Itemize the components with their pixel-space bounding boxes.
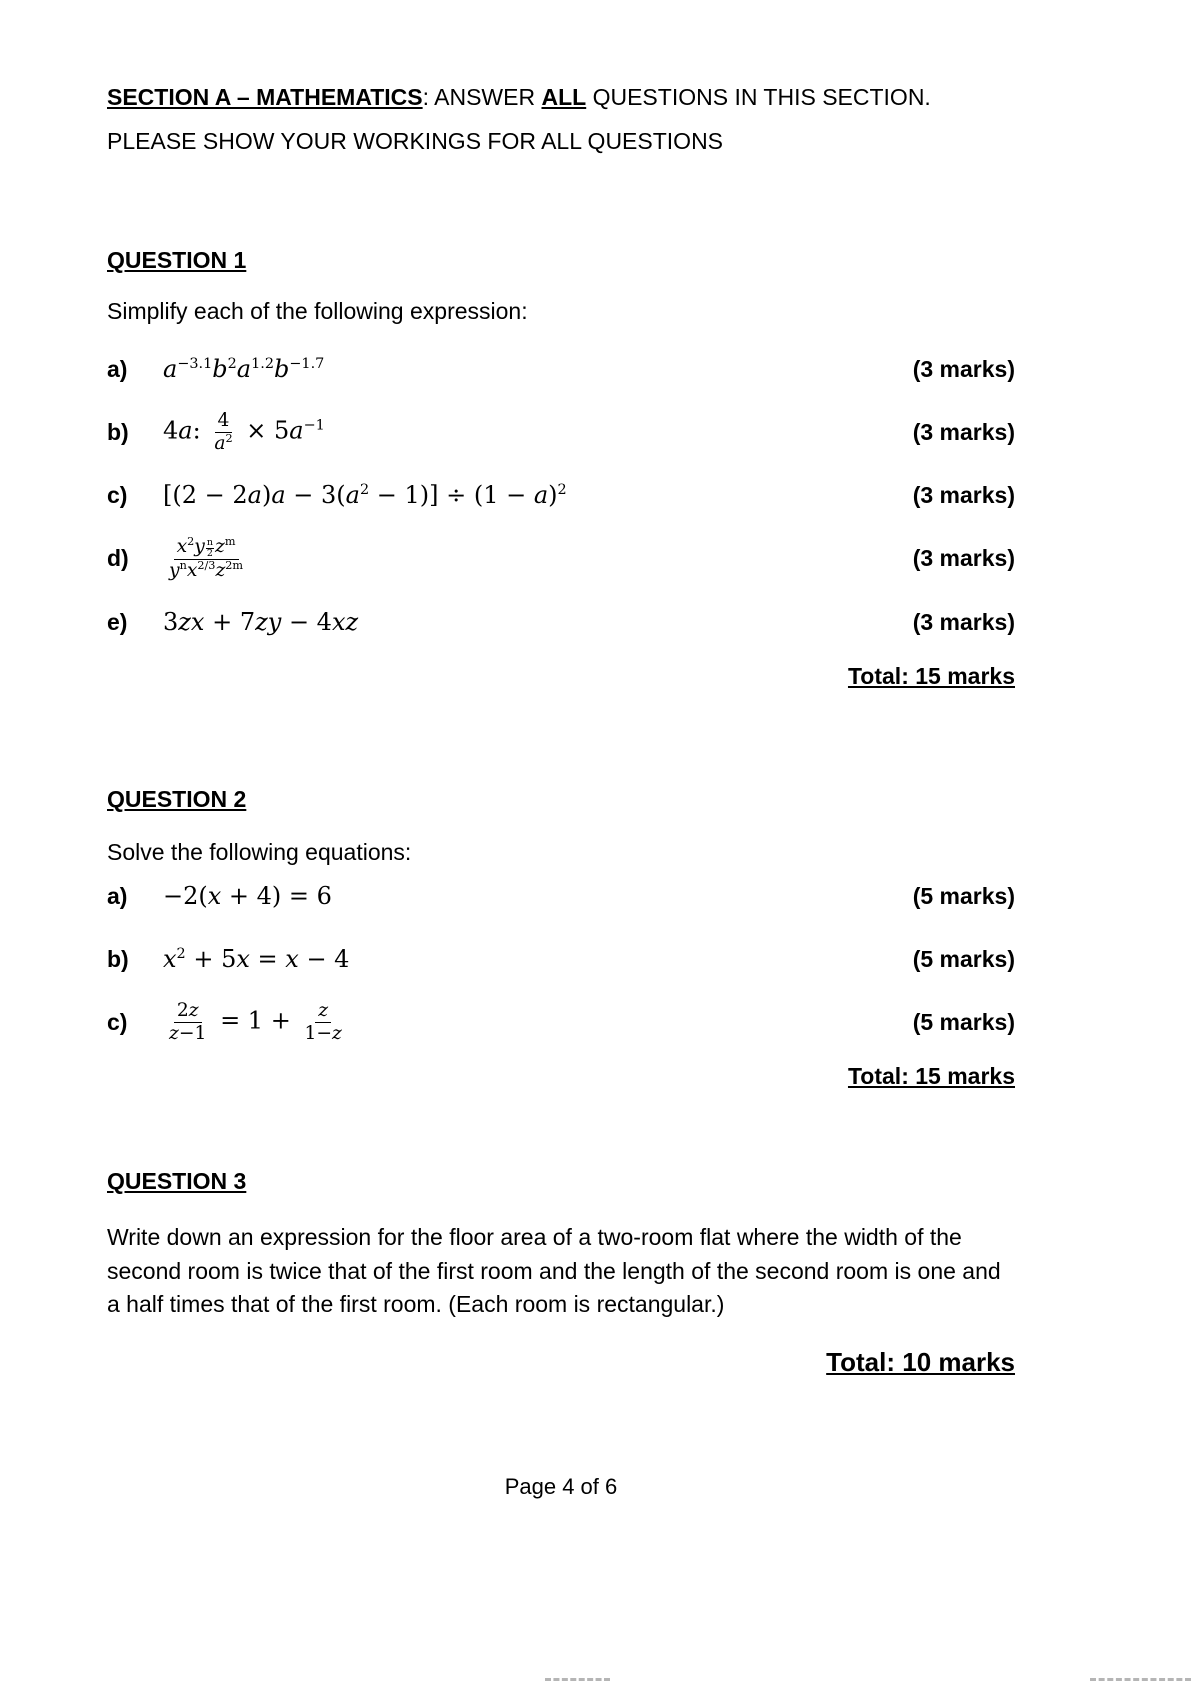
item-math-expression: $x^2 + 5x = x - 4$ (163, 945, 350, 974)
question-2-section (107, 786, 1015, 1090)
question-3-total-marks: Total: 10 marks (826, 1347, 1015, 1378)
question-1-section (107, 247, 1015, 690)
item-math-expression: 4a: $\frac{4}{a^2}$ × $5a^{-1}$ (163, 410, 325, 454)
item-marks: (3 marks) (912, 608, 1015, 635)
item-marks: (5 marks) (912, 1008, 1015, 1035)
item-marks: (5 marks) (912, 945, 1015, 972)
item-math-expression: −2(x + 4) = 6 (163, 882, 332, 911)
item-label: a) (107, 882, 128, 909)
item-marks: (3 marks) (912, 481, 1015, 508)
item-marks: (3 marks) (912, 355, 1015, 382)
section-header-line1: SECTION A – MATHEMATICS: ANSWER ALL QUESTIONS IN THIS SECTION. (107, 84, 931, 110)
question-3-section (107, 1168, 1015, 1378)
page-footer: Page 4 of 6 (504, 1474, 618, 1499)
item-math-expression: $[(2 - 2a)a - 3(a^2 - 1)] \div (1 - a)^2$ (163, 481, 567, 510)
question-1-item-a (107, 347, 1015, 391)
item-math-expression: $a^{-3.1}b^2a^{1.2}b^{-1.7}$ (163, 355, 325, 383)
question-2-item-c (107, 1000, 1015, 1044)
question-1-total-marks: Total: 15 marks (847, 663, 1015, 690)
section-header-line2: PLEASE SHOW YOUR WORKINGS FOR ALL QUESTIONS (107, 128, 724, 154)
question-1-item-e (107, 600, 1015, 644)
scan-artifact (1090, 1678, 1191, 1681)
question-3-title: QUESTION 3 (107, 1168, 247, 1195)
question-2-title: QUESTION 2 (107, 786, 247, 813)
item-marks: (5 marks) (912, 882, 1015, 909)
question-1-item-d (107, 536, 1015, 581)
question-1-intro: Simplify each of the following expression: (107, 298, 528, 324)
item-marks: (3 marks) (912, 418, 1015, 445)
question-2-total-marks: Total: 15 marks (847, 1063, 1015, 1090)
item-label: d) (107, 545, 129, 572)
scan-artifact (545, 1678, 610, 1681)
item-label: c) (107, 1008, 128, 1035)
item-label: c) (107, 481, 128, 508)
question-3-body: Write down an expression for the floor area of a two-room flat where the width of the second room is twice that of the first room and the length of the second room is one and a half times that of the first room. (Each room is rectangular.) (107, 1224, 1001, 1318)
question-1-title: QUESTION 1 (107, 247, 247, 273)
item-marks: (3 marks) (912, 545, 1015, 572)
item-label: e) (107, 608, 128, 635)
question-1-item-b (107, 410, 1015, 454)
question-2-intro: Solve the following equations: (107, 839, 412, 866)
item-label: b) (107, 418, 129, 445)
question-2-item-a (107, 874, 1015, 918)
item-label: b) (107, 945, 129, 972)
item-math-expression: $\frac{2z}{z-1}$ = 1 + $\frac{z}{1-z}$ (169, 1000, 342, 1044)
item-label: a) (107, 355, 128, 382)
question-1-item-c (107, 473, 1015, 517)
item-math-expression: $x^2y$ $^{\frac{n}{2}}$ $z^m$ $y^nx^{2/3}z^{2m}$ (169, 534, 244, 581)
question-2-item-b (107, 937, 1015, 981)
item-math-expression: 3zx + 7zy − 4xz (163, 608, 359, 637)
